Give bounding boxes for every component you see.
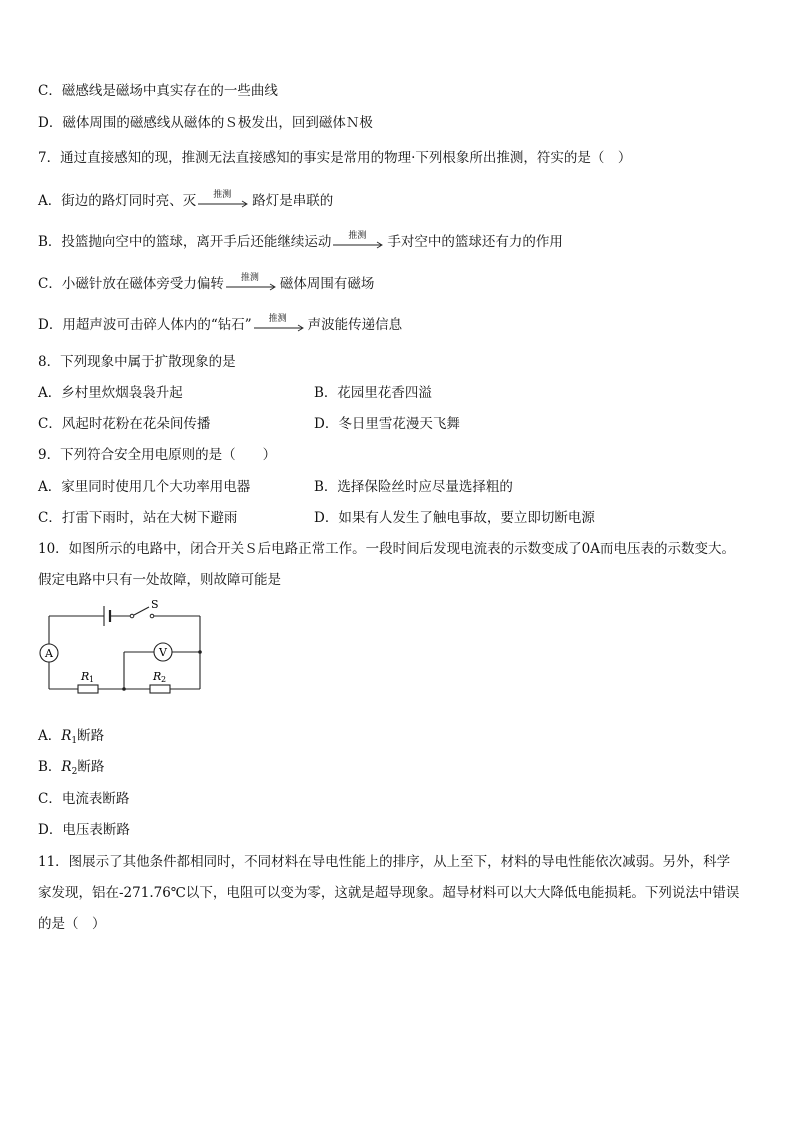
q7-option-d-conclusion: 声波能传递信息 [307,317,403,333]
q7-option-a-conclusion: 路灯是串联的 [252,193,334,209]
ammeter-label: A [45,647,53,660]
resistor-r2 [150,685,170,693]
r1-subscript: 1 [89,675,95,684]
q10-option-c: C．电流表断路 [38,791,130,807]
q7-option-b [38,232,563,253]
q10-option-a-sub: 1 [71,736,78,746]
q9-option-b: B．选择保险丝时应尽量选择粗的 [314,479,513,495]
q10-option-d: D．电压表断路 [38,822,130,838]
circuit-diagram [38,596,208,696]
arrow-label: 推测 [213,189,232,200]
q7-stem: 7．通过直接感知的现，推测无法直接感知的事实是常用的物理·下列根象所出推测，符实的是（ ） [38,150,632,166]
q10-option-b-var: R [61,759,72,775]
junction-dot [122,687,126,691]
resistor-r1 [78,685,98,693]
junction-dot [198,650,202,654]
q10-option-a-var: R [61,728,72,744]
q7-option-a [38,191,333,212]
q8-option-a: A．乡村里炊烟袅袅升起 [38,385,183,401]
inference-arrow-icon [198,189,250,212]
inference-arrow-icon [254,313,306,336]
q8-option-b: B．花园里花香四溢 [314,385,432,401]
switch-contact [150,614,154,618]
q9-option-c: C．打雷下雨时，站在大树下避雨 [38,510,238,526]
q11-stem-line1: 11．图展示了其他条件都相同时，不同材料在导电性能上的排序，从上至下，材料的导电性能依次减弱。另外，科学 [38,854,731,870]
q11-stem-line3: 的是（ ） [38,916,106,932]
q10-option-b [38,757,104,782]
q10-option-b-sub: 2 [71,767,78,777]
q7-option-d [38,315,402,336]
q6-option-c: C．磁感线是磁场中真实存在的一些曲线 [38,83,278,99]
arrow-label: 推测 [348,230,367,241]
q8-option-d: D．冬日里雪花漫天飞舞 [314,416,460,432]
q9-stem: 9．下列符合安全用电原则的是（ ） [38,447,277,463]
switch-blade [134,607,149,615]
arrow-label: 推测 [240,272,259,283]
q8-option-c: C．风起时花粉在花朵间传播 [38,416,211,432]
switch-label: S [151,598,159,611]
q10-option-b-prefix: B． [38,759,62,775]
switch-contact [130,614,134,618]
r2-label: R [153,670,162,683]
q7-option-d-premise: D．用超声波可击碎人体内的“钻石” [38,317,252,333]
q7-option-a-premise: A．街边的路灯同时亮、灭 [38,193,197,209]
inference-arrow-icon [333,230,385,253]
q10-stem-line1: 10．如图所示的电路中，闭合开关Ｓ后电路正常工作。一段时间后发现电流表的示数变成了0A而电压表的示数变大。 [38,541,736,557]
q10-option-b-suffix: 断路 [77,759,105,775]
arrow-label: 推测 [268,313,287,324]
q9-option-a: A．家里同时使用几个大功率用电器 [38,479,251,495]
r1-label: R [81,670,90,683]
q9-option-d: D．如果有人发生了触电事故，要立即切断电源 [314,510,595,526]
q7-option-c-conclusion: 磁体周围有磁场 [279,276,375,292]
q10-option-a [38,726,104,751]
q10-stem-line2: 假定电路中只有一处故障，则故障可能是 [38,572,281,588]
inference-arrow-icon [226,272,278,295]
voltmeter-label: V [159,646,167,659]
q7-option-c [38,274,374,295]
q10-option-a-suffix: 断路 [77,728,105,744]
q6-option-d: D．磁体周围的磁感线从磁体的Ｓ极发出，回到磁体Ｎ极 [38,115,373,131]
q7-option-c-premise: C．小磁针放在磁体旁受力偏转 [38,276,224,292]
q8-stem: 8．下列现象中属于扩散现象的是 [38,354,236,370]
q10-option-a-prefix: A． [38,728,62,744]
q7-option-b-conclusion: 手对空中的篮球还有力的作用 [387,234,563,250]
q7-option-b-premise: B．投篮抛向空中的篮球，离开手后还能继续运动 [38,234,332,250]
r2-subscript: 2 [161,675,167,684]
q11-stem-line2: 家发现，铝在-271.76℃以下，电阻可以变为零，这就是超导现象。超导材料可以大大降低电能损耗。下列说法中错误 [38,885,740,901]
